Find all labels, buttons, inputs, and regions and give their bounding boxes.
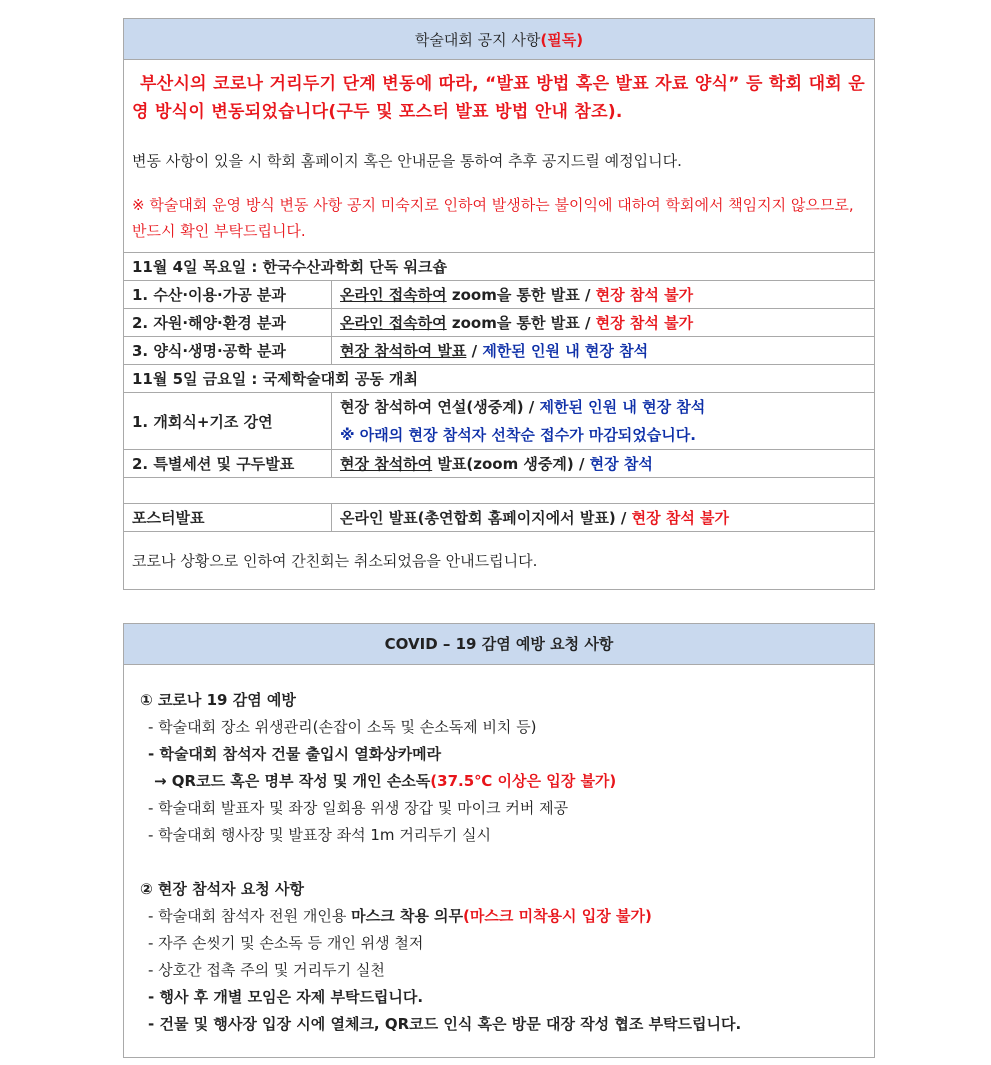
- mask-required: 마스크 착용 의무: [351, 907, 464, 925]
- section1-item: - 학술대회 참석자 건물 출입시 열화상카메라: [148, 745, 442, 763]
- poster-status: 현장 참석 불가: [631, 509, 730, 527]
- section2-item: - 자주 손씻기 및 손소독 등 개인 위생 철저: [148, 934, 424, 952]
- method-rest: /: [466, 342, 483, 360]
- section1-title: ① 코로나 19 감염 예방: [140, 691, 296, 709]
- session-method: [332, 281, 875, 309]
- covid-title: COVID – 19 감염 예방 요청 사항: [124, 624, 874, 665]
- status-text: 제한된 인원 내 현장 참석: [482, 342, 649, 360]
- session-label: 2. 자원·해양·환경 분과: [124, 309, 332, 337]
- notice-table: [123, 18, 875, 590]
- notice-footer: 코로나 상황으로 인하여 간친회는 취소되었음을 안내드립니다.: [124, 532, 875, 590]
- session-row: [124, 309, 875, 337]
- session-row: [124, 281, 875, 309]
- session-method: [332, 309, 875, 337]
- section2-item: - 행사 후 개별 모임은 자제 부탁드립니다.: [148, 988, 424, 1006]
- opening-label: 1. 개회식+기조 강연: [124, 393, 332, 450]
- section2-item: [140, 903, 874, 930]
- day2-heading: 11월 5일 금요일 : 국제학술대회 공동 개최: [124, 365, 875, 393]
- notice-title-emphasis: (필독): [540, 30, 584, 49]
- session-row: [124, 337, 875, 365]
- poster-rest: 온라인 발표(총연합회 홈페이지에서 발표) /: [340, 509, 632, 527]
- covid-body: [124, 665, 874, 1038]
- mask-prefix: - 학술대회 참석자 전원 개인용: [148, 907, 352, 925]
- opening-line1-a: 현장 참석하여 연설(생중계) /: [340, 398, 540, 416]
- special-label: 2. 특별세션 및 구두발표: [124, 450, 332, 478]
- session-method: [332, 337, 875, 365]
- section2-title: ② 현장 참석자 요청 사항: [140, 880, 304, 898]
- intro-normal-text: 변동 사항이 있을 시 학회 홈페이지 혹은 안내문을 통하여 추후 공지드릴 예정입니다.: [132, 152, 682, 170]
- method-text: 현장 참석하여 발표: [340, 342, 467, 360]
- method-text: 온라인 접속하여: [340, 286, 447, 304]
- opening-line2: ※ 아래의 현장 참석자 선착순 접수가 마감되었습니다.: [340, 426, 696, 444]
- notice-title-text: 학술대회 공지 사항: [414, 30, 541, 49]
- session-label: 1. 수산·이용·가공 분과: [124, 281, 332, 309]
- opening-row: [124, 393, 875, 450]
- intro-red-text: 부산시의 코로나 거리두기 단계 변동에 따라, “발표 방법 혹은 발표 자료 양식” 등 학회 대회 운영 방식이 변동되었습니다(구두 및 포스터 발표 방법 안내 참조).: [132, 74, 865, 122]
- poster-label: 포스터발표: [124, 504, 332, 532]
- covid-box: [123, 623, 875, 1058]
- section1-item: [140, 768, 874, 795]
- special-row: [124, 450, 875, 478]
- opening-line1-b: 제한된 인원 내 현장 참석: [539, 398, 706, 416]
- status-text: 현장 참석 불가: [595, 286, 694, 304]
- special-detail: [332, 450, 875, 478]
- method-text: 온라인 접속하여: [340, 314, 447, 332]
- temp-limit-text: (37.5℃ 이상은 입장 불가): [430, 772, 617, 790]
- session-label: 3. 양식·생명·공학 분과: [124, 337, 332, 365]
- intro-note-text: ※ 학술대회 운영 방식 변동 사항 공지 미숙지로 인하여 발생하는 불이익에 대하여 학회에서 책임지지 않으므로, 반드시 확인 부탁드립니다.: [132, 196, 854, 240]
- poster-row: [124, 504, 875, 532]
- notice-intro: [124, 60, 875, 253]
- opening-detail: [332, 393, 875, 450]
- section2-item: - 상호간 접촉 주의 및 거리두기 실천: [148, 961, 385, 979]
- section1-item: - 학술대회 장소 위생관리(손잡이 소독 및 손소독제 비치 등): [148, 718, 537, 736]
- poster-detail: [332, 504, 875, 532]
- status-text: 현장 참석 불가: [595, 314, 694, 332]
- section1-item: - 학술대회 발표자 및 좌장 일회용 위생 장갑 및 마이크 커버 제공: [148, 799, 569, 817]
- special-method: 현장 참석하여: [340, 455, 433, 473]
- qr-text: → QR코드 혹은 명부 작성 및 개인 손소독: [154, 772, 431, 790]
- section1-item: - 학술대회 행사장 및 발표장 좌석 1m 거리두기 실시: [148, 826, 492, 844]
- method-rest: zoom을 통한 발표 /: [446, 286, 596, 304]
- spacer-row: [124, 478, 875, 504]
- section2-item: - 건물 및 행사장 입장 시에 열체크, QR코드 인식 혹은 방문 대장 작성 협조 부탁드립니다.: [148, 1015, 742, 1033]
- special-rest: 발표(zoom 생중계) /: [432, 455, 590, 473]
- notice-title: [124, 19, 875, 60]
- method-rest: zoom을 통한 발표 /: [446, 314, 596, 332]
- mask-penalty: (마스크 미착용시 입장 불가): [463, 907, 652, 925]
- special-status: 현장 참석: [589, 455, 653, 473]
- day1-heading: 11월 4일 목요일 : 한국수산과학회 단독 워크숍: [124, 253, 875, 281]
